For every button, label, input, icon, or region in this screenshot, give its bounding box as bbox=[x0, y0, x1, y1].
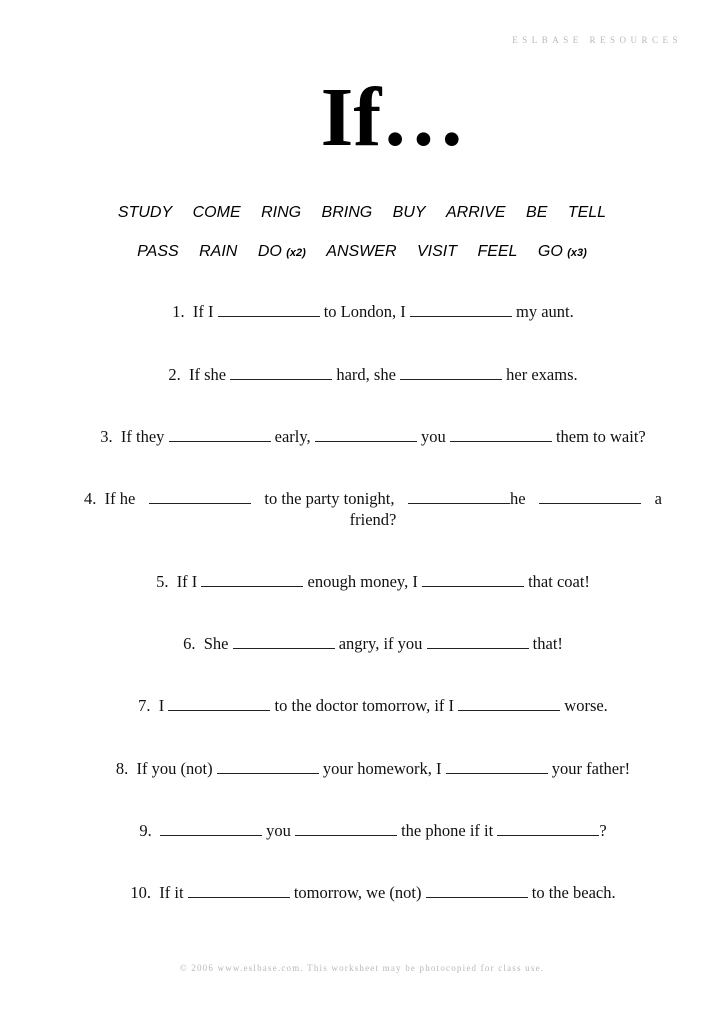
word-bank-item: VISIT bbox=[416, 243, 457, 260]
question-3: 3. If they early, you them to wait? bbox=[100, 427, 646, 446]
word-bank-item: DO (x2) bbox=[257, 243, 306, 260]
answer-blank[interactable] bbox=[295, 821, 397, 836]
word-bank-item: FEEL bbox=[477, 243, 518, 260]
answer-blank[interactable] bbox=[497, 821, 599, 836]
question-2: 2. If she hard, she her exams. bbox=[168, 365, 578, 384]
question-4-line-2: friend? bbox=[349, 510, 397, 529]
answer-blank[interactable] bbox=[201, 572, 303, 587]
answer-blank[interactable] bbox=[458, 696, 560, 711]
answer-blank[interactable] bbox=[400, 365, 502, 380]
word-bank-item: ANSWER bbox=[326, 243, 397, 260]
word-bank-item: BUY bbox=[392, 204, 426, 221]
answer-blank[interactable] bbox=[188, 883, 290, 898]
word-bank-item: PASS bbox=[137, 243, 179, 260]
question-4-line-1: 4. If he to the party tonight, he a bbox=[84, 489, 662, 508]
word-bank-row-1 bbox=[0, 204, 724, 222]
word-bank-item: RING bbox=[261, 204, 302, 221]
question-1: 1. If I to London, I my aunt. bbox=[172, 302, 574, 321]
answer-blank[interactable] bbox=[410, 302, 512, 317]
brand-header: ESLBASE RESOURCES bbox=[512, 35, 682, 45]
question-5: 5. If I enough money, I that coat! bbox=[156, 572, 590, 591]
answer-blank[interactable] bbox=[168, 696, 270, 711]
copyright-footer: © 2006 www.eslbase.com. This worksheet may be photocopied for class use. bbox=[179, 963, 545, 973]
answer-blank[interactable] bbox=[169, 427, 271, 442]
word-bank-item: ARRIVE bbox=[446, 204, 506, 221]
answer-blank[interactable] bbox=[427, 634, 529, 649]
answer-blank[interactable] bbox=[422, 572, 524, 587]
word-bank-item: RAIN bbox=[199, 243, 238, 260]
word-bank-multiplier: (x2) bbox=[286, 247, 306, 259]
question-8: 8. If you (not) your homework, I your father! bbox=[115, 759, 631, 778]
answer-blank[interactable] bbox=[450, 427, 552, 442]
word-bank-item: BRING bbox=[321, 204, 373, 221]
question-6: 6. She angry, if you that! bbox=[183, 634, 563, 653]
answer-blank[interactable] bbox=[160, 821, 262, 836]
question-4 bbox=[84, 488, 662, 530]
answer-blank[interactable] bbox=[217, 759, 319, 774]
word-bank-item: STUDY bbox=[117, 204, 173, 221]
word-bank-item: COME bbox=[192, 204, 241, 221]
answer-blank[interactable] bbox=[233, 634, 335, 649]
answer-blank[interactable] bbox=[446, 759, 548, 774]
answer-blank[interactable] bbox=[230, 365, 332, 380]
answer-blank[interactable] bbox=[426, 883, 528, 898]
answer-blank[interactable] bbox=[315, 427, 417, 442]
word-bank-row-2 bbox=[0, 243, 724, 261]
answer-blank[interactable] bbox=[408, 489, 510, 504]
worksheet-title: If… bbox=[320, 71, 466, 164]
word-bank-item: GO (x3) bbox=[537, 243, 587, 260]
word-bank-item: BE bbox=[526, 204, 548, 221]
question-9: 9. you the phone if it ? bbox=[139, 821, 607, 840]
answer-blank[interactable] bbox=[149, 489, 251, 504]
word-bank-multiplier: (x3) bbox=[567, 247, 587, 259]
question-10: 10. If it tomorrow, we (not) to the beach. bbox=[130, 883, 616, 902]
answer-blank[interactable] bbox=[539, 489, 641, 504]
answer-blank[interactable] bbox=[218, 302, 320, 317]
word-bank-item: TELL bbox=[567, 204, 607, 221]
question-7: 7. I to the doctor tomorrow, if I worse. bbox=[138, 696, 608, 715]
